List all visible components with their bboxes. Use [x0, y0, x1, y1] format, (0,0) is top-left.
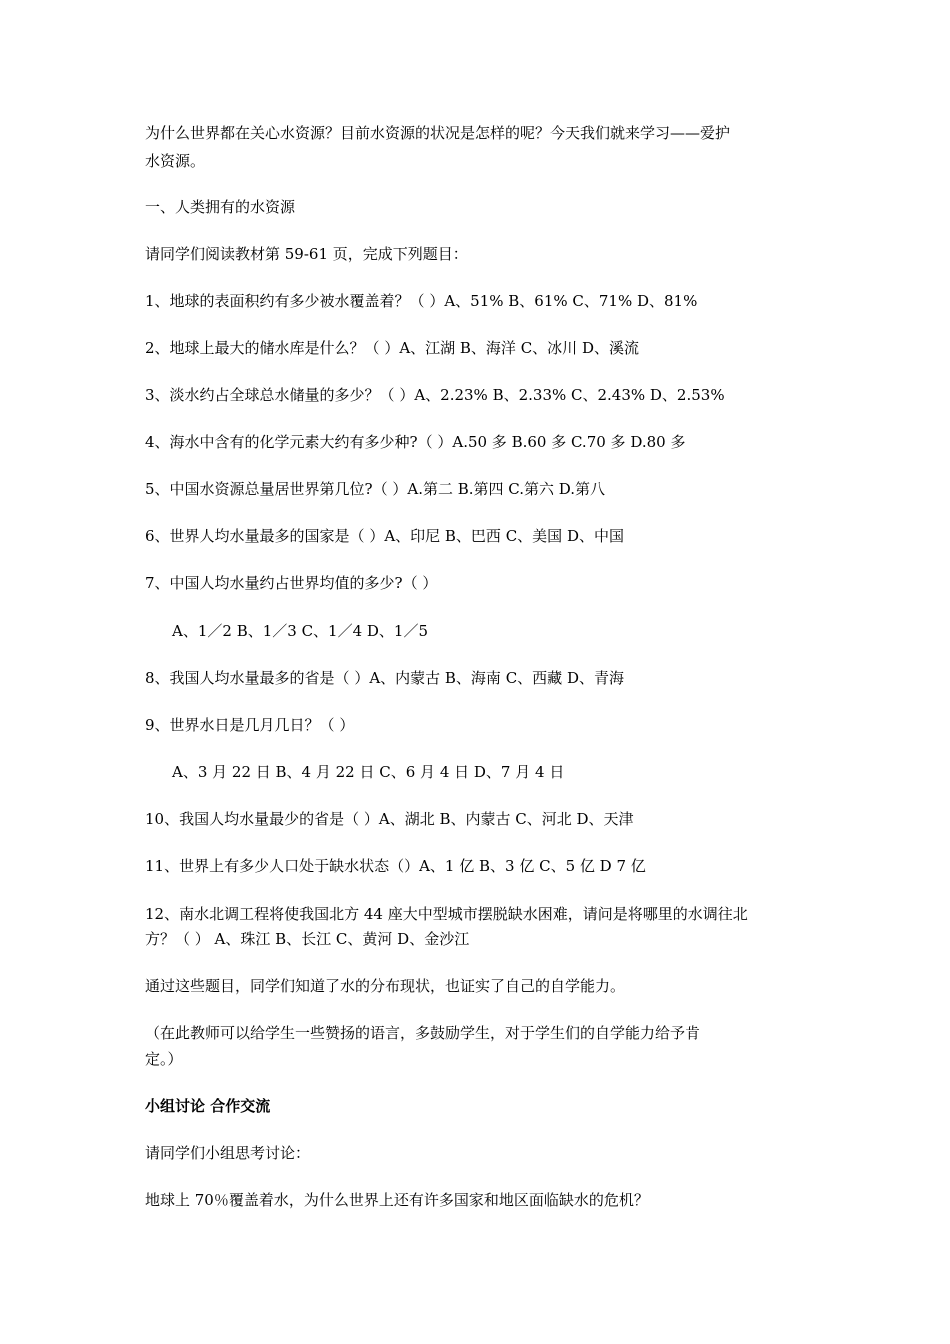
question-5: 5、中国水资源总量居世界第几位?（ ）A.第二 B.第四 C.第六 D.第八: [145, 480, 606, 498]
question-12-line-1: 12、南水北调工程将使我国北方 44 座大中型城市摆脱缺水困难，请问是将哪里的水调往北: [145, 905, 748, 923]
question-4: [145, 432, 685, 452]
question-8: 8、我国人均水量最多的省是（ ）A、内蒙古 B、海南 C、西藏 D、青海: [145, 669, 624, 687]
summary-text: 通过这些题目，同学们知道了水的分布现状，也证实了自己的自学能力。: [145, 977, 626, 995]
discussion-instruction: 请同学们小组思考讨论：: [145, 1144, 311, 1162]
question-9-options: A、3 月 22 日 B、4 月 22 日 C、6 月 4 日 D、7 月 4 日: [172, 763, 565, 781]
question-10: 10、我国人均水量最少的省是（ ）A、湖北 B、内蒙古 C、河北 D、天津: [145, 810, 634, 828]
question-12-line-2: 方？（ ） A、珠江 B、长江 C、黄河 D、金沙江: [145, 930, 470, 948]
question-11: 11、世界上有多少人口处于缺水状态（）A、1 亿 B、3 亿 C、5 亿 D 7 亿: [145, 857, 646, 875]
question-4-text: 4、海水中含有的化学元素大约有多少种?（ ）A.50 多 B.60 多 C.70 多 D.80 多: [145, 433, 686, 451]
teacher-note-line-1: （在此教师可以给学生一些赞扬的语言，多鼓励学生，对于学生们的自学能力给予肯: [145, 1024, 701, 1042]
question-6: 6、世界人均水量最多的国家是（ ）A、印尼 B、巴西 C、美国 D、中国: [145, 527, 624, 545]
question-7: 7、中国人均水量约占世界均值的多少?（ ）: [145, 574, 438, 592]
question-7-options: A、1／2 B、1／3 C、1／4 D、1／5: [172, 622, 429, 640]
section-heading-water-resources: 一、人类拥有的水资源: [145, 198, 296, 216]
teacher-note-line-2: 定。）: [145, 1050, 183, 1068]
section-heading-group-discussion: 小组讨论 合作交流: [145, 1097, 271, 1115]
question-9: 9、世界水日是几月几日？（ ）: [145, 716, 355, 734]
question-2: 2、地球上最大的储水库是什么？（ ）A、江湖 B、海洋 C、冰川 D、溪流: [145, 339, 639, 357]
question-3: 3、淡水约占全球总水储量的多少？（ ）A、2.23% B、2.33% C、2.43% D、2.53%: [145, 386, 725, 404]
intro-line-2: 水资源。: [145, 152, 206, 170]
reading-instruction: 请同学们阅读教材第 59-61 页，完成下列题目：: [145, 245, 468, 263]
question-1: 1、地球的表面积约有多少被水覆盖着？（ ）A、51% B、61% C、71% D、81%: [145, 292, 698, 310]
discussion-question: 地球上 70％覆盖着水，为什么世界上还有许多国家和地区面临缺水的危机？: [145, 1191, 649, 1209]
intro-line-1: 为什么世界都在关心水资源？目前水资源的状况是怎样的呢？今天我们就来学习——爱护: [145, 124, 731, 142]
